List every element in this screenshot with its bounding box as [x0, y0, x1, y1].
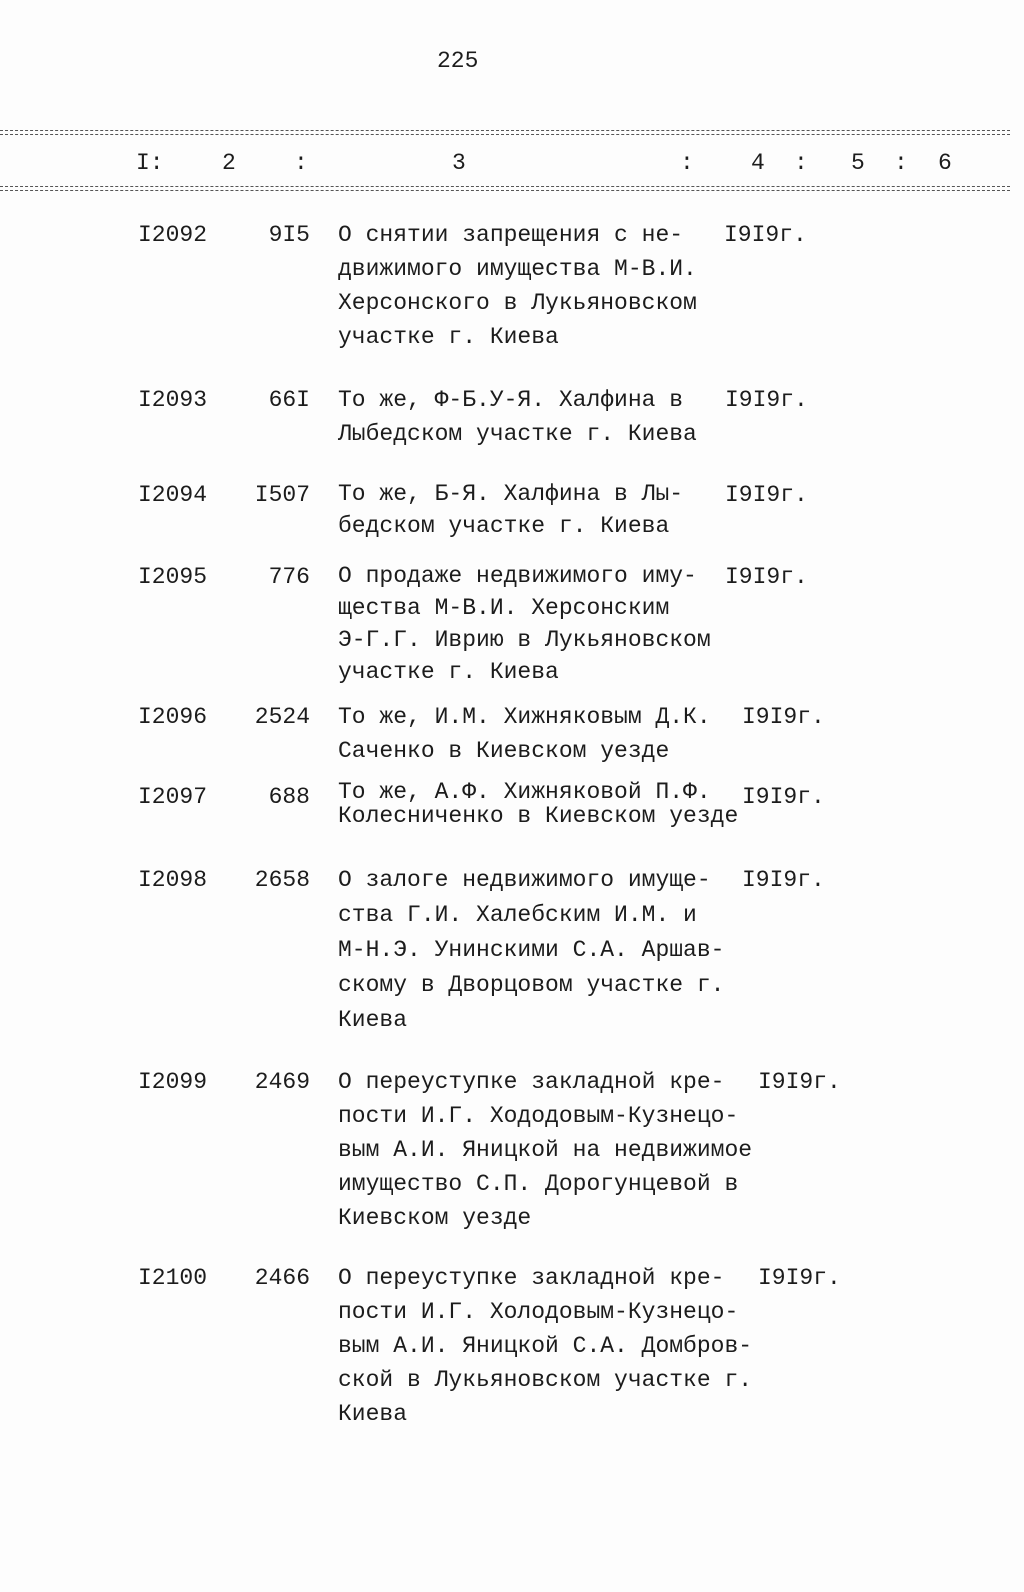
- col-header-2: 2: [222, 150, 236, 176]
- description-line: имущество С.П. Дорогунцевой в: [338, 1171, 739, 1197]
- record-date: I9I9г.: [725, 482, 808, 508]
- description-line: М-Н.Э. Унинскими С.А. Аршав-: [338, 937, 725, 963]
- description-line: пости И.Г. Хододовым-Кузнецо-: [338, 1103, 739, 1129]
- record-number: I2095: [138, 564, 208, 590]
- description-line: движимого имущества М-В.И.: [338, 256, 697, 282]
- sheet-count: 66I: [268, 387, 310, 413]
- header-rule-bottom-2: [0, 190, 1010, 191]
- record-description: [338, 560, 711, 688]
- sheet-count: 688: [268, 784, 310, 810]
- record-number: I2093: [138, 387, 208, 413]
- description-line: вым А.И. Яницкой на недвижимое: [338, 1137, 753, 1163]
- record-description: [338, 863, 724, 1038]
- description-line: То же, Ф-Б.У-Я. Халфина в: [338, 387, 684, 413]
- description-line: О снятии запрещения с не-: [338, 222, 684, 248]
- record-date: I9I9г.: [742, 867, 825, 893]
- sheet-count: 2524: [254, 704, 310, 730]
- col-header-4: 4: [751, 150, 765, 176]
- description-line: О переуступке закладной кре-: [338, 1069, 725, 1095]
- description-line: О продаже недвижимого иму-: [338, 563, 697, 589]
- record-date: I9I9г.: [725, 564, 808, 590]
- header-rule-top: [0, 130, 1010, 131]
- record-description: [338, 218, 697, 354]
- description-line: Киева: [338, 1401, 408, 1427]
- header-rule-top-2: [0, 134, 1010, 135]
- description-line: вым А.И. Яницкой С.А. Домбров-: [338, 1333, 753, 1359]
- record-date: I9I9г.: [742, 784, 825, 810]
- description-line: ства Г.И. Халебским И.М. и: [338, 902, 697, 928]
- record-number: I2092: [138, 222, 208, 248]
- description-line: скому в Дворцовом участке г.: [338, 972, 725, 998]
- col-separator: :: [794, 150, 808, 176]
- description-line: О переуступке закладной кре-: [338, 1265, 725, 1291]
- record-description: [338, 478, 683, 542]
- sheet-count: 9I5: [268, 222, 310, 248]
- record-description: [338, 780, 738, 828]
- col-header-1: I:: [136, 150, 164, 176]
- description-line: То же, И.М. Хижняковым Д.К.: [338, 704, 711, 730]
- page-number: 225: [437, 48, 479, 74]
- sheet-count: 2658: [254, 867, 310, 893]
- record-number: I2100: [138, 1265, 208, 1291]
- col-separator: :: [894, 150, 908, 176]
- col-header-6: 6: [938, 150, 952, 176]
- description-line: участке г. Киева: [338, 659, 559, 685]
- record-number: I2097: [138, 784, 208, 810]
- description-line: Херсонского в Лукьяновском: [338, 290, 697, 316]
- col-header-3: 3: [452, 150, 466, 176]
- record-number: I2098: [138, 867, 208, 893]
- record-description: [338, 700, 711, 768]
- sheet-count: 2466: [254, 1265, 310, 1291]
- record-date: I9I9г.: [758, 1265, 841, 1291]
- col-separator: :: [680, 150, 694, 176]
- description-line: участке г. Киева: [338, 324, 559, 350]
- header-rule-bottom: [0, 186, 1010, 187]
- description-line: О залоге недвижимого имуще-: [338, 867, 711, 893]
- description-line: пости И.Г. Холодовым-Кузнецо-: [338, 1299, 739, 1325]
- record-description: [338, 1065, 752, 1235]
- description-line: Лыбедском участке г. Киева: [338, 421, 697, 447]
- description-line: Э-Г.Г. Иврию в Лукьяновском: [338, 627, 711, 653]
- description-line: Киевском уезде: [338, 1205, 532, 1231]
- record-date: I9I9г.: [725, 387, 808, 413]
- record-number: I2094: [138, 482, 208, 508]
- col-header-5: 5: [851, 150, 865, 176]
- record-number: I2096: [138, 704, 208, 730]
- description-line: щества М-В.И. Херсонским: [338, 595, 670, 621]
- record-date: I9I9г.: [758, 1069, 841, 1095]
- sheet-count: I507: [254, 482, 310, 508]
- record-date: I9I9г.: [724, 222, 807, 248]
- col-separator: :: [294, 150, 308, 176]
- record-description: [338, 383, 697, 451]
- sheet-count: 2469: [254, 1069, 310, 1095]
- record-description: [338, 1261, 752, 1431]
- description-line: Саченко в Киевском уезде: [338, 738, 670, 764]
- sheet-count: 776: [268, 564, 310, 590]
- record-date: I9I9г.: [742, 704, 825, 730]
- description-line: То же, Б-Я. Халфина в Лы-: [338, 481, 684, 507]
- description-line: То же, А.Ф. Хижняковой П.Ф.: [338, 779, 711, 805]
- description-line: бедском участке г. Киева: [338, 513, 670, 539]
- description-line: Колесниченко в Киевском уезде: [338, 803, 739, 829]
- description-line: Киева: [338, 1007, 408, 1033]
- record-number: I2099: [138, 1069, 208, 1095]
- description-line: ской в Лукьяновском участке г.: [338, 1367, 753, 1393]
